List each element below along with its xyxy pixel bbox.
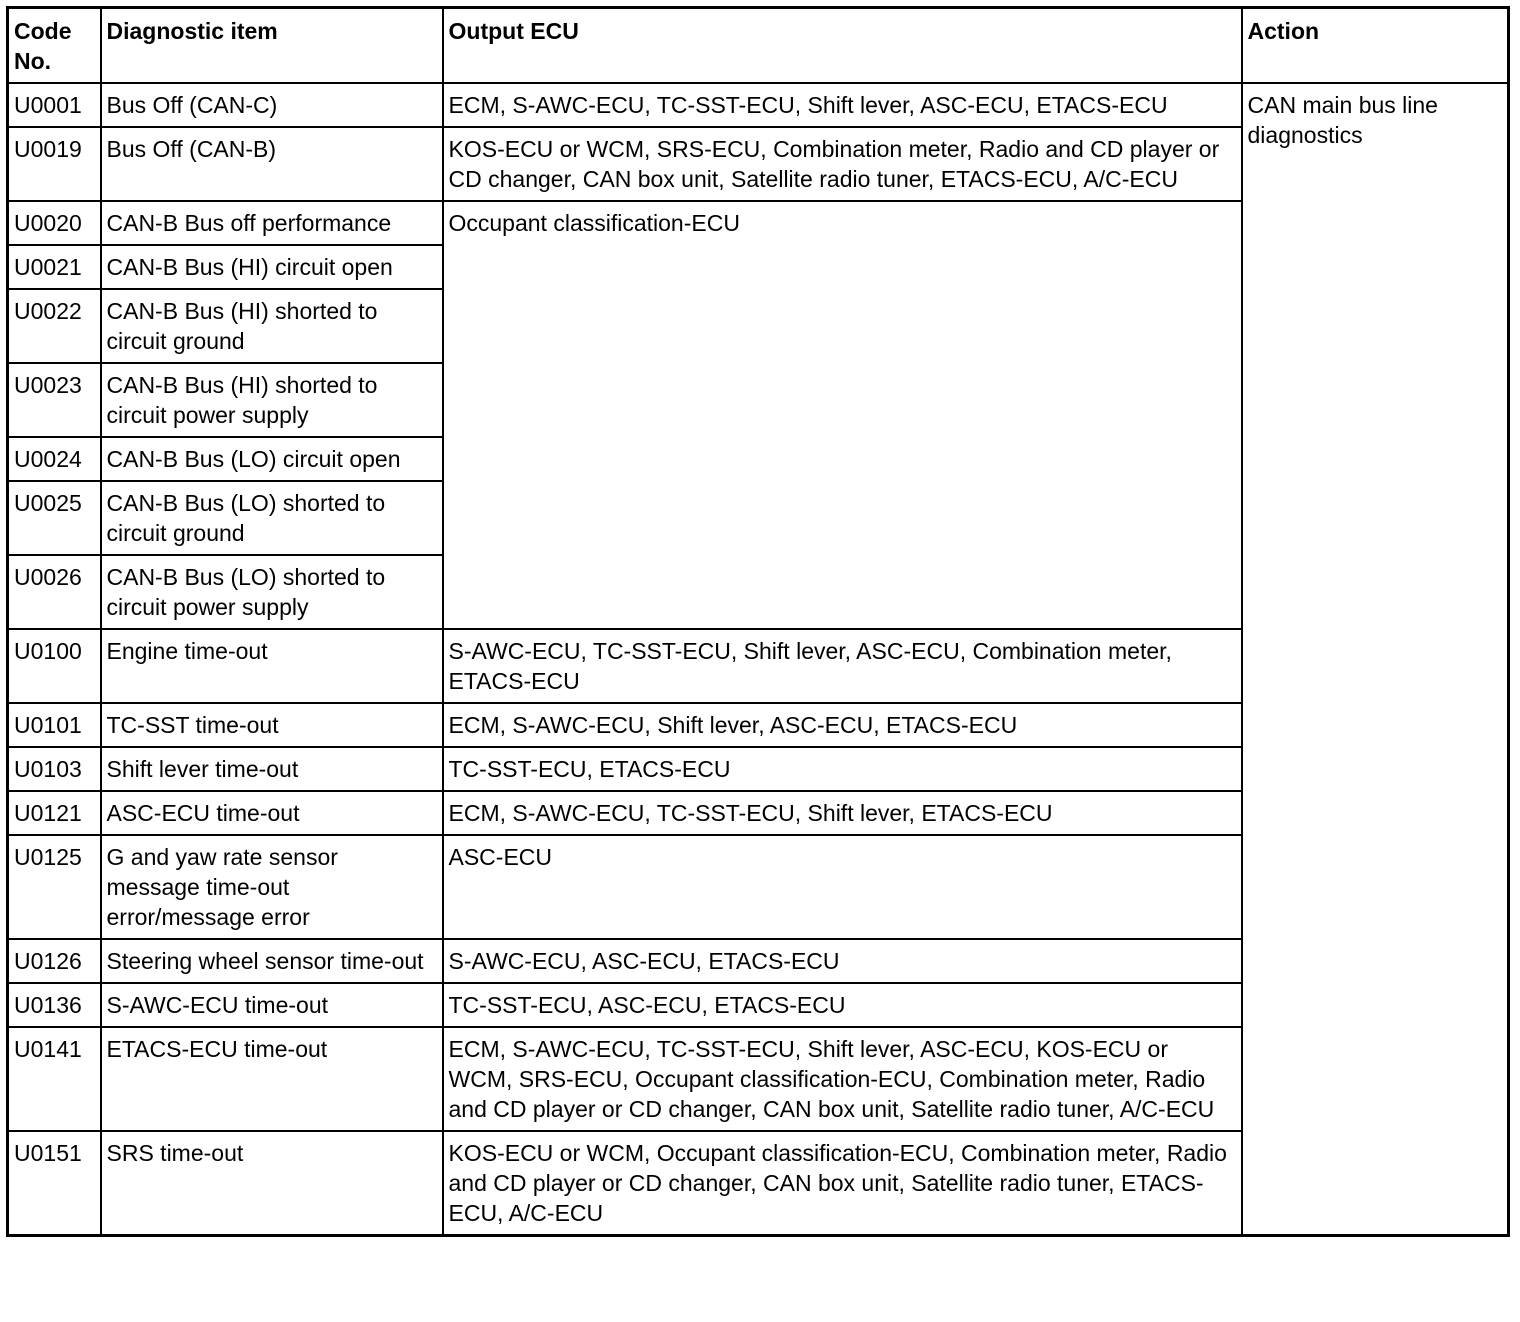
output-ecu-cell: ECM, S-AWC-ECU, Shift lever, ASC-ECU, ETACS-ECU <box>443 703 1242 747</box>
code-cell: U0136 <box>8 983 101 1027</box>
code-cell: U0025 <box>8 481 101 555</box>
diagnostic-item-cell: Steering wheel sensor time-out <box>101 939 443 983</box>
header-code-label-2: No. <box>14 48 52 74</box>
diagnostic-item-cell: CAN-B Bus (HI) shorted to circuit power supply <box>101 363 443 437</box>
code-cell: U0026 <box>8 555 101 629</box>
diagnostic-item-cell: ETACS-ECU time-out <box>101 1027 443 1131</box>
diagnostic-item-cell: S-AWC-ECU time-out <box>101 983 443 1027</box>
output-ecu-cell: ECM, S-AWC-ECU, TC-SST-ECU, Shift lever, ASC-ECU, ETACS-ECU <box>443 83 1242 127</box>
code-cell: U0024 <box>8 437 101 481</box>
header-row <box>8 8 1509 84</box>
diagnostic-item-cell: Bus Off (CAN-C) <box>101 83 443 127</box>
output-ecu-cell: KOS-ECU or WCM, Occupant classification-ECU, Combination meter, Radio and CD player or CD changer, CAN box unit, Satellite radio tuner, ETACS-ECU, A/C-ECU <box>443 1131 1242 1236</box>
output-ecu-cell-merged: Occupant classification-ECU <box>443 201 1242 629</box>
code-cell: U0125 <box>8 835 101 939</box>
output-ecu-cell: ECM, S-AWC-ECU, TC-SST-ECU, Shift lever, ETACS-ECU <box>443 791 1242 835</box>
code-cell: U0151 <box>8 1131 101 1236</box>
header-code-label-1: Code <box>14 18 72 44</box>
diagnostic-item-cell: CAN-B Bus (LO) circuit open <box>101 437 443 481</box>
header-diagnostic-item: Diagnostic item <box>101 8 443 84</box>
diagnostic-item-cell: CAN-B Bus (LO) shorted to circuit ground <box>101 481 443 555</box>
code-cell: U0020 <box>8 201 101 245</box>
code-cell: U0126 <box>8 939 101 983</box>
header-action: Action <box>1242 8 1509 84</box>
output-ecu-cell: S-AWC-ECU, ASC-ECU, ETACS-ECU <box>443 939 1242 983</box>
code-cell: U0121 <box>8 791 101 835</box>
output-ecu-cell: KOS-ECU or WCM, SRS-ECU, Combination meter, Radio and CD player or CD changer, CAN box unit, Satellite radio tuner, ETACS-ECU, A/C-ECU <box>443 127 1242 201</box>
diagnostic-item-cell: CAN-B Bus (HI) shorted to circuit ground <box>101 289 443 363</box>
table-row <box>8 83 1509 127</box>
code-cell: U0001 <box>8 83 101 127</box>
diagnostic-item-cell: CAN-B Bus off performance <box>101 201 443 245</box>
diagnostic-item-cell: CAN-B Bus (HI) circuit open <box>101 245 443 289</box>
code-cell: U0021 <box>8 245 101 289</box>
code-cell: U0019 <box>8 127 101 201</box>
diagnostic-item-cell: ASC-ECU time-out <box>101 791 443 835</box>
diagnostic-code-table <box>6 6 1510 1237</box>
output-ecu-cell: TC-SST-ECU, ETACS-ECU <box>443 747 1242 791</box>
diagnostic-item-cell: G and yaw rate sensor message time-out error/message error <box>101 835 443 939</box>
diagnostic-item-cell: Bus Off (CAN-B) <box>101 127 443 201</box>
diagnostic-item-cell: SRS time-out <box>101 1131 443 1236</box>
output-ecu-cell: S-AWC-ECU, TC-SST-ECU, Shift lever, ASC-ECU, Combination meter, ETACS-ECU <box>443 629 1242 703</box>
action-cell: CAN main bus line diagnostics <box>1242 83 1509 1236</box>
code-cell: U0022 <box>8 289 101 363</box>
header-output-ecu: Output ECU <box>443 8 1242 84</box>
code-cell: U0100 <box>8 629 101 703</box>
diagnostic-item-cell: Engine time-out <box>101 629 443 703</box>
diagnostic-item-cell: CAN-B Bus (LO) shorted to circuit power supply <box>101 555 443 629</box>
code-cell: U0023 <box>8 363 101 437</box>
header-code <box>8 8 101 84</box>
code-cell: U0101 <box>8 703 101 747</box>
output-ecu-cell: ECM, S-AWC-ECU, TC-SST-ECU, Shift lever, ASC-ECU, KOS-ECU or WCM, SRS-ECU, Occupant classification-ECU, Combination meter, Radio and CD player or CD changer, CAN box unit, Satellite radio tuner, A/C-ECU <box>443 1027 1242 1131</box>
code-cell: U0141 <box>8 1027 101 1131</box>
output-ecu-cell: TC-SST-ECU, ASC-ECU, ETACS-ECU <box>443 983 1242 1027</box>
output-ecu-cell: ASC-ECU <box>443 835 1242 939</box>
code-cell: U0103 <box>8 747 101 791</box>
diagnostic-item-cell: TC-SST time-out <box>101 703 443 747</box>
diagnostic-item-cell: Shift lever time-out <box>101 747 443 791</box>
